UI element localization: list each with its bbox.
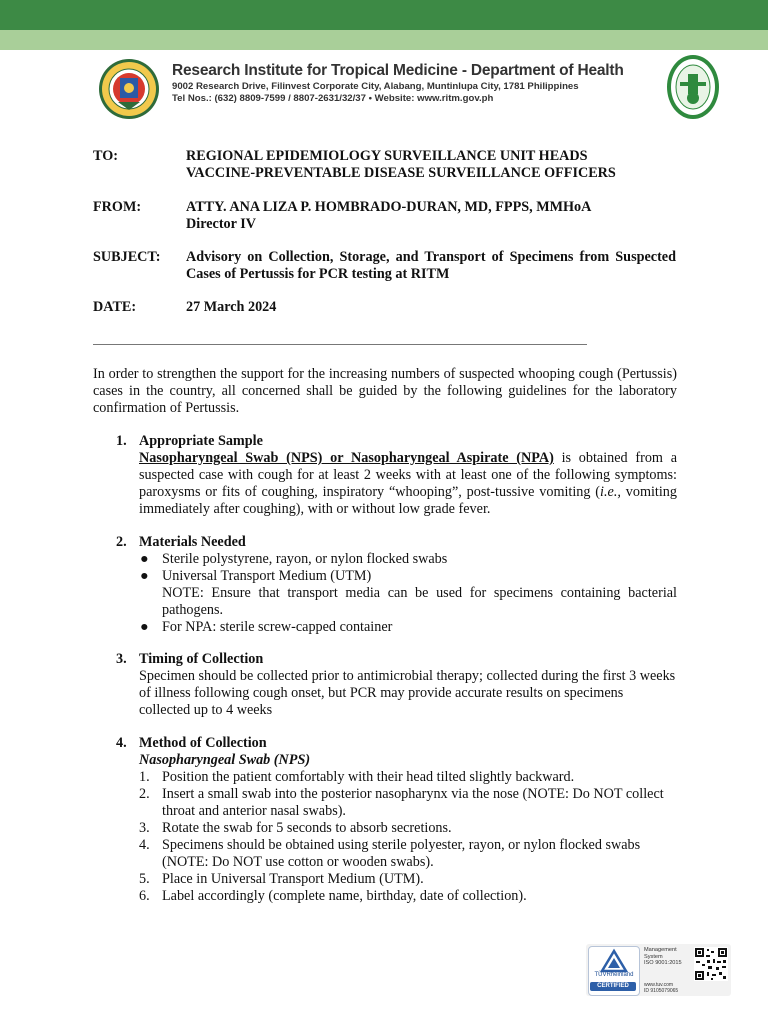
cert-www: www.tuv.com [644,982,674,988]
org-address: 9002 Research Drive, Filinvest Corporate City, Alabang, Muntinlupa City, 1781 Philippines [172,81,579,92]
section-timing-of-collection [116,651,677,719]
item-text: Sterile polystyrene, rayon, or nylon flocked swabs [162,551,448,567]
list-item [116,551,677,568]
to-label: TO: [93,148,118,164]
section-title: Materials Needed [139,534,246,550]
memo-date [93,299,693,316]
tuv-brand: TÜVRheinland [594,972,634,978]
subject-label: SUBJECT: [93,249,161,265]
to-line-1: REGIONAL EPIDEMIOLOGY SURVEILLANCE UNIT HEADS [186,148,588,164]
step-text: Rotate the swab for 5 seconds to absorb secretions. [162,820,452,836]
to-line-2: VACCINE-PREVENTABLE DISEASE SURVEILLANCE OFFICERS [186,165,616,181]
step-text: Label accordingly (complete name, birthday, date of collection). [162,888,527,904]
list-item [116,568,677,585]
to-value [186,148,676,182]
sample-text-b: vomiting immediately after coughing), with or without low grade fever. [139,484,677,517]
doh-seal-icon [98,58,160,120]
section-number: 2. [116,534,127,550]
item-text: For NPA: sterile screw-capped container [162,619,393,635]
section-title: Method of Collection [139,735,267,751]
org-contact: Tel Nos.: (632) 8809-7599 / 8807-2631/32/37 • Website: www.ritm.gov.ph [172,93,494,104]
iso-certification-badge [586,944,731,996]
org-name: Research Institute for Tropical Medicine - Department of Health [172,62,624,79]
memo-from [93,199,693,233]
section-number: 4. [116,735,127,751]
list-item [116,619,677,636]
from-line-2: Director IV [186,216,256,232]
list-item [116,820,677,837]
step-number: 6. [139,888,150,904]
section-number: 3. [116,651,127,667]
method-body [139,752,677,905]
from-value [186,199,676,233]
intro-paragraph: In order to strengthen the support for the increasing numbers of suspected whooping cough (Pertussis) cases in the country, all concerned shall be guided by the following guidelines for the laboratory confirmation of Pertussis. [93,366,677,416]
cert-id: ID 9105079065 [644,988,679,994]
ie-abbrev: i.e., [600,484,621,500]
bullet-icon: ● [140,551,149,567]
header-band-dark [0,0,768,30]
materials-note: NOTE: Ensure that transport media can be used for specimens containing bacterial pathogens. [162,585,677,618]
header-band-light [0,30,768,50]
item-text: Universal Transport Medium (UTM) [162,568,372,584]
section-materials-needed [116,534,677,636]
sample-text-a: is obtained from a suspected case with cough for at least 2 weeks with at least one of the following symptoms: paroxysms or fits of coughing, inspiratory “whooping”, post-tussive vomiting ( [139,450,677,500]
bullet-icon: ● [140,619,149,635]
step-text: Place in Universal Transport Medium (UTM). [162,871,424,887]
steps-list [116,769,677,905]
cert-line-3: ISO 9001:2015 [644,960,682,967]
step-text: Insert a small swab into the posterior nasopharynx via the nose (NOTE: Do NOT collect throat and anterior nasal swabs). [162,786,664,819]
list-item [116,769,677,786]
date-label: DATE: [93,299,137,315]
ritm-seal-icon [666,54,720,120]
list-item [116,837,677,871]
memo-to [93,148,693,182]
list-item [116,888,677,905]
cert-line-2: System [644,953,663,960]
section-body [139,450,677,518]
step-number: 1. [139,769,150,785]
cert-line-1: Management [644,947,677,953]
materials-list [116,551,677,636]
date-value: 27 March 2024 [186,299,277,315]
method-subtitle: Nasopharyngeal Swab (NPS) [139,752,311,768]
section-appropriate-sample [116,433,677,518]
step-number: 3. [139,820,150,836]
step-text: Specimens should be obtained using sterile polyester, rayon, or nylon flocked swabs (NOTE: Do NOT use cotton or wooden swabs). [162,837,641,870]
qr-code-icon [694,947,728,981]
subject-value: Advisory on Collection, Storage, and Transport of Specimens from Suspected Cases of Pertussis for PCR testing at RITM [186,249,676,282]
section-method-of-collection [116,735,677,905]
section-title: Timing of Collection [139,651,264,667]
list-item [116,871,677,888]
cert-text [644,947,690,967]
section-number: 1. [116,433,127,449]
from-label: FROM: [93,199,142,215]
step-text: Position the patient comfortably with their head tilted slightly backward. [162,769,575,785]
section-body: Specimen should be collected prior to antimicrobial therapy; collected during the first 3 weeks of illness following cough onset, but PCR may provide accurate results on specimens collected up to 4 weeks [139,668,676,718]
bullet-icon: ● [140,568,149,584]
from-line-1: ATTY. ANA LIZA P. HOMBRADO-DURAN, MD, FPPS, MMHoA [186,199,592,215]
certified-label: CERTIFIED [590,982,636,991]
section-title: Appropriate Sample [139,433,263,449]
org-header [172,62,658,104]
cert-web [644,982,692,994]
step-number: 5. [139,871,150,887]
header-divider [93,344,587,345]
memo-subject [93,249,693,283]
sample-type: Nasopharyngeal Swab (NPS) or Nasopharyngeal Aspirate (NPA) [139,450,554,466]
list-item [116,786,677,820]
step-number: 4. [139,837,150,853]
step-number: 2. [139,786,150,802]
